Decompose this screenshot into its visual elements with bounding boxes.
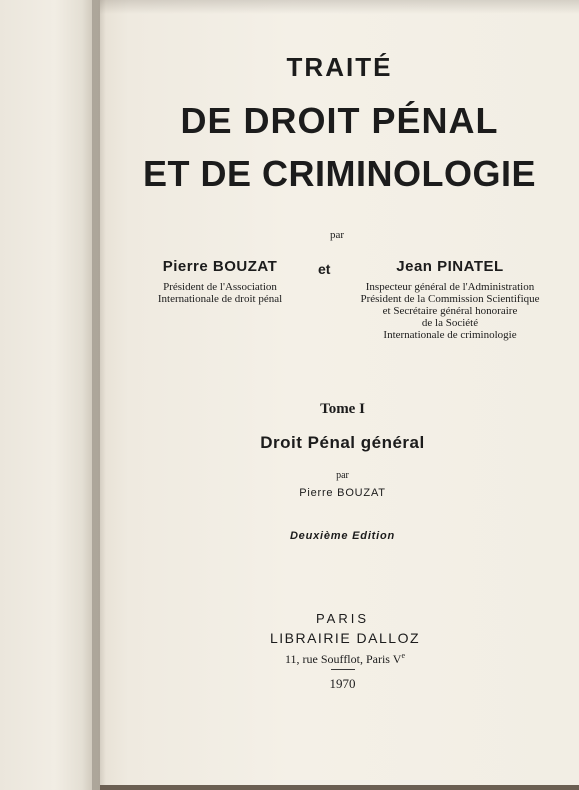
publication-year: 1970 xyxy=(329,676,356,691)
publisher-name: LIBRAIRIE DALLOZ xyxy=(269,630,421,646)
publisher-address: 11, rue Soufflot, Paris Ve xyxy=(284,651,405,666)
page-bottom-edge xyxy=(100,785,579,790)
edition-label: Deuxième Edition xyxy=(289,530,396,542)
divider xyxy=(331,669,355,670)
volume-author: Pierre BOUZAT xyxy=(299,487,386,499)
page-shadow xyxy=(100,0,579,14)
volume-subtitle: Droit Pénal général xyxy=(260,433,425,452)
author-right-description: Inspecteur général de l'Administration Président de la Commission Scientifique et Secrétaire général honoraire de la Société Internationale de criminologie xyxy=(360,281,540,341)
publisher-city: PARIS xyxy=(315,611,370,626)
author-left-name: Pierre BOUZAT xyxy=(162,258,278,275)
author-right-name: Jean PINATEL xyxy=(396,258,504,275)
author-conjunction: et xyxy=(318,261,331,277)
title-line-1: TRAITÉ xyxy=(286,52,393,82)
author-left xyxy=(140,258,300,305)
author-left-description: Président de l'Association Internationale de droit pénal xyxy=(157,281,283,305)
volume-par-label: par xyxy=(336,470,349,481)
title-line-2: DE DROIT PÉNAL xyxy=(180,100,499,141)
volume-number: Tome I xyxy=(320,401,365,417)
left-page xyxy=(0,0,100,790)
author-right xyxy=(345,258,555,341)
title-line-3: ET DE CRIMINOLOGIE xyxy=(142,153,536,194)
par-label: par xyxy=(330,229,345,241)
